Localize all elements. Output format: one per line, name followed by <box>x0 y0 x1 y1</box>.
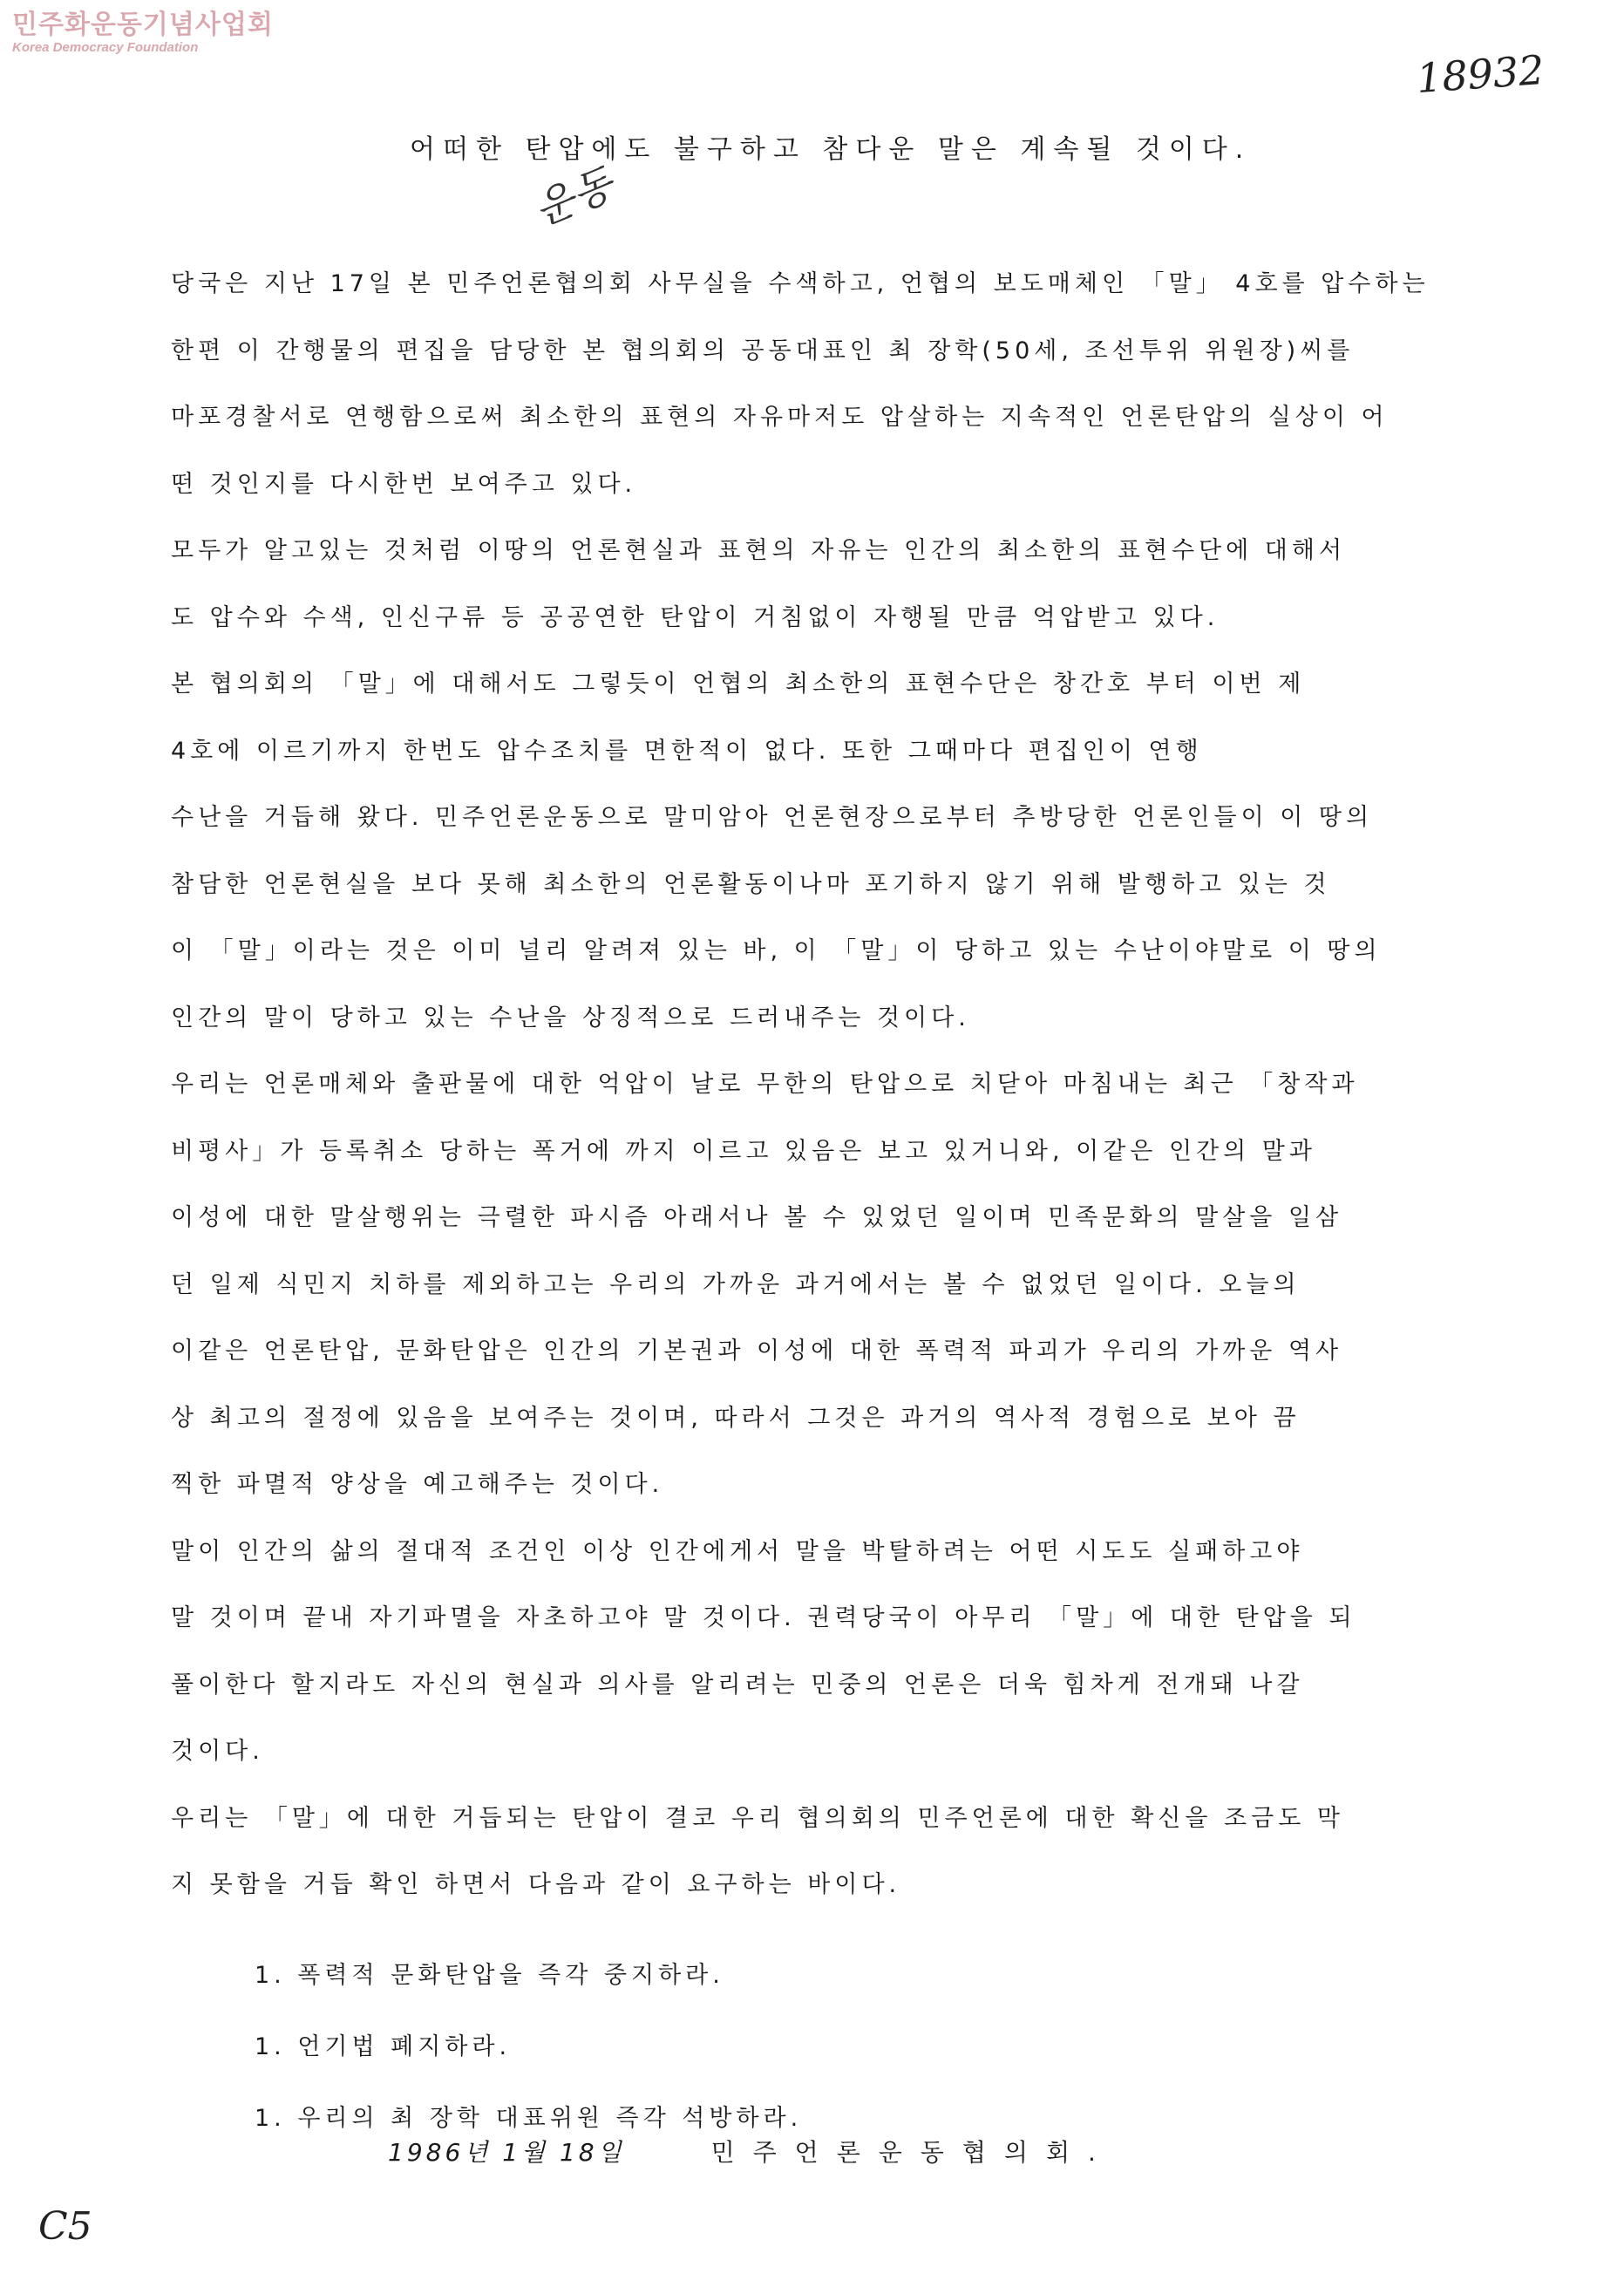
body-line: 이 「말」이라는 것은 이미 널리 알려져 있는 바, 이 「말」이 당하고 있는 수난이야말로 이 땅의 <box>171 937 1382 964</box>
statement-body <box>171 251 1496 1919</box>
watermark-korean: 민주화운동기념사업회 <box>12 10 274 40</box>
body-line: 도 압수와 수색, 인신구류 등 공공연한 탄압이 거침없이 자행될 만큼 억압받고 있다. <box>171 603 1220 631</box>
body-line: 4호에 이르기까지 한번도 압수조치를 면한적이 없다. 또한 그때마다 편집인이 연행 <box>171 737 1203 765</box>
body-line: 우리는 언론매체와 출판물에 대한 억압이 날로 무한의 탄압으로 치닫아 마침내는 최근 「창작과 <box>171 1071 1359 1098</box>
body-line: 한편 이 간행물의 편집을 담당한 본 협의회의 공동대표인 최 장학(50세, 조선투위 위원장)씨를 <box>171 337 1355 364</box>
body-line: 이같은 언론탄압, 문화탄압은 인간의 기본권과 이성에 대한 폭력적 파괴가 우리의 가까운 역사 <box>171 1338 1343 1365</box>
body-line: 모두가 알고있는 것처럼 이땅의 언론현실과 표현의 자유는 인간의 최소한의 표현수단에 대해서 <box>171 537 1347 564</box>
demand-item: 1. 폭력적 문화탄압을 즉각 중지하라. <box>255 1962 724 1989</box>
document-number: 18932 <box>1415 45 1546 103</box>
body-line: 던 일제 식민지 치하를 제외하고는 우리의 가까운 과거에서는 볼 수 없었던 일이다. 오늘의 <box>171 1270 1301 1298</box>
signature-line <box>388 2134 1114 2168</box>
body-line: 당국은 지난 17일 본 민주언론협의회 사무실을 수색하고, 언협의 보도매체인 「말」 4호를 압수하는 <box>171 270 1430 297</box>
signature-date: 1986년 1월 18일 <box>388 2138 625 2167</box>
body-line: 지 못함을 거듭 확인 하면서 다음과 같이 요구하는 바이다. <box>171 1871 901 1898</box>
signature-organization: 민주언론운동협의회. <box>710 2138 1114 2167</box>
body-line: 떤 것인지를 다시한번 보여주고 있다. <box>171 470 637 498</box>
watermark <box>12 10 274 56</box>
body-line: 본 협의회의 「말」에 대해서도 그렇듯이 언협의 최소한의 표현수단은 창간호 부터 이번 제 <box>171 671 1306 698</box>
demand-item: 1. 우리의 최 장학 대표위원 즉각 석방하라. <box>255 2105 803 2132</box>
body-line: 찍한 파멸적 양상을 예고해주는 것이다. <box>171 1471 664 1498</box>
body-line: 수난을 거듭해 왔다. 민주언론운동으로 말미암아 언론현장으로부터 추방당한 언론인들이 이 땅의 <box>171 804 1374 831</box>
body-line: 상 최고의 절정에 있음을 보여주는 것이며, 따라서 그것은 과거의 역사적 경험으로 보아 끔 <box>171 1404 1301 1432</box>
handwritten-annotation: 운동 <box>527 160 621 236</box>
demand-item: 1. 언기법 폐지하라. <box>255 2033 512 2060</box>
body-line: 것이다. <box>171 1738 264 1765</box>
page-mark: C5 <box>38 2204 92 2249</box>
body-line: 풀이한다 할지라도 자신의 현실과 의사를 알리려는 민중의 언론은 더욱 힘차게 전개돼 나갈 <box>171 1671 1304 1699</box>
body-line: 우리는 「말」에 대한 거듭되는 탄압이 결코 우리 협의회의 민주언론에 대한 확신을 조금도 막 <box>171 1804 1344 1832</box>
body-line: 인간의 말이 당하고 있는 수난을 상징적으로 드러내주는 것이다. <box>171 1004 970 1031</box>
body-line: 말이 인간의 삶의 절대적 조건인 이상 인간에게서 말을 박탈하려는 어떤 시도도 실패하고야 <box>171 1537 1304 1565</box>
demands-list <box>255 1940 802 2155</box>
body-line: 말 것이며 끝내 자기파멸을 자초하고야 말 것이다. 권력당국이 아무리 「말」에 대한 탄압을 되 <box>171 1604 1356 1631</box>
document-title: 어떠한 탄압에도 불구하고 참다운 말은 계속될 것이다. <box>410 134 1252 165</box>
body-line: 참담한 언론현실을 보다 못해 최소한의 언론활동이나마 포기하지 않기 위해 발행하고 있는 것 <box>171 870 1331 898</box>
body-line: 비평사」가 등록취소 당하는 폭거에 까지 이르고 있음은 보고 있거니와, 이같은 인간의 말과 <box>171 1137 1316 1165</box>
body-line: 이성에 대한 말살행위는 극렬한 파시즘 아래서나 볼 수 있었던 일이며 민족문화의 말살을 일삼 <box>171 1204 1343 1231</box>
watermark-english: Korea Democracy Foundation <box>12 40 199 55</box>
body-line: 마포경찰서로 연행함으로써 최소한의 표현의 자유마저도 압살하는 지속적인 언론탄압의 실상이 어 <box>171 404 1389 431</box>
